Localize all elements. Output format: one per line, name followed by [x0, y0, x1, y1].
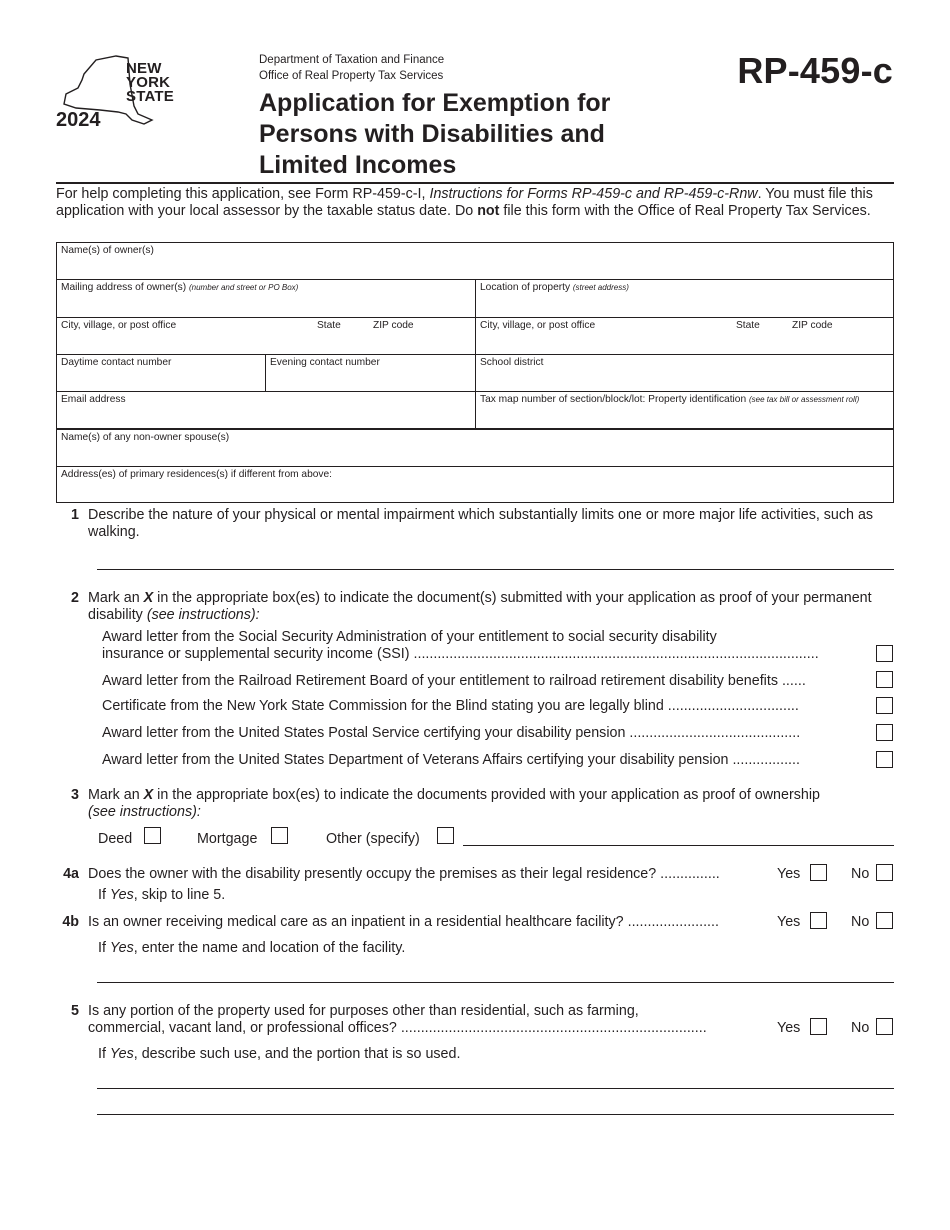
logo-line-york: YORK — [126, 74, 171, 91]
other-specify-line[interactable] — [463, 845, 894, 846]
header-divider — [56, 182, 894, 184]
q1-number: 1 — [71, 507, 79, 523]
title-line-3: Limited Incomes — [259, 151, 457, 179]
logo-line-new: NEW — [126, 60, 162, 77]
q5-note: If Yes, describe such use, and the portion that is so used. — [98, 1046, 461, 1062]
evening-phone-field[interactable]: Evening contact number — [266, 355, 476, 392]
doc-railroad-award-letter: Award letter from the Railroad Retirement Board of your entitlement to railroad retirement disability benefits ...... — [102, 673, 806, 689]
q4b-yes-checkbox[interactable] — [810, 912, 827, 929]
q4a-no-label: No — [851, 866, 870, 882]
q2-text: Mark an X in the appropriate box(es) to indicate the document(s) submitted with your application as proof of your permanent disability (see instructions): — [88, 590, 872, 623]
nys-logo — [56, 54, 186, 132]
mortgage-checkbox[interactable] — [271, 827, 288, 844]
doc-blind-commission-certificate: Certificate from the New York State Commission for the Blind stating you are legally blind ................................. — [102, 698, 799, 714]
q1-answer-line[interactable] — [97, 569, 894, 570]
email-field[interactable]: Email address — [57, 392, 476, 430]
railroad-award-checkbox[interactable] — [876, 671, 893, 688]
mailing-address-field[interactable]: Mailing address of owner(s) (number and street or PO Box) — [57, 280, 476, 318]
q5-use-line-1[interactable] — [97, 1088, 894, 1089]
q4b-note: If Yes, enter the name and location of the facility. — [98, 940, 406, 956]
q3-number: 3 — [71, 787, 79, 803]
q4b-no-checkbox[interactable] — [876, 912, 893, 929]
doc-postal-service-award-letter: Award letter from the United States Postal Service certifying your disability pension ........................................... — [102, 725, 801, 741]
form-year: 2024 — [56, 109, 101, 131]
q4a-note: If Yes, skip to line 5. — [98, 887, 226, 903]
q5-yes-checkbox[interactable] — [810, 1018, 827, 1035]
primary-residence-field[interactable]: Address(es) of primary residences(s) if different from above: — [61, 469, 333, 480]
q5-no-label: No — [851, 1020, 870, 1036]
q4a-yes-label: Yes — [777, 866, 801, 882]
deed-checkbox[interactable] — [144, 827, 161, 844]
logo-wordmark — [126, 62, 174, 104]
ssa-award-checkbox[interactable] — [876, 645, 893, 662]
doc-ssa-award-letter: Award letter from the Social Security Administration of your entitlement to social security disability insurance or supplemental security income (SSI) ...................................................................................................... — [102, 629, 819, 662]
q1-text: Describe the nature of your physical or mental impairment which substantially limits one or more major life activities, such as walking. — [88, 507, 874, 540]
property-city-state-zip-field[interactable]: City, village, or post office State ZIP code — [476, 318, 893, 355]
q4a-no-checkbox[interactable] — [876, 864, 893, 881]
title-line-1: Application for Exemption for — [259, 89, 611, 117]
tax-map-field[interactable]: Tax map number of section/block/lot: Property identification (see tax bill or assessment roll) — [476, 392, 893, 430]
postal-award-checkbox[interactable] — [876, 724, 893, 741]
q4b-facility-line[interactable] — [97, 982, 894, 983]
veterans-award-checkbox[interactable] — [876, 751, 893, 768]
owner-names-field[interactable]: Name(s) of owner(s) — [57, 243, 893, 280]
daytime-phone-field[interactable]: Daytime contact number — [57, 355, 266, 392]
q4b-number: 4b — [62, 914, 79, 930]
deed-label: Deed — [98, 831, 133, 847]
title-line-2: Persons with Disabilities and — [259, 120, 605, 148]
department-name: Department of Taxation and Finance — [259, 54, 445, 66]
office-name: Office of Real Property Tax Services — [259, 69, 444, 82]
q4b-no-label: No — [851, 914, 870, 930]
doc-veterans-affairs-award-letter: Award letter from the United States Department of Veterans Affairs certifying your disability pension ................. — [102, 752, 800, 768]
q2-number: 2 — [71, 590, 79, 606]
q4a-text: Does the owner with the disability presently occupy the premises as their legal residence? ............... — [88, 866, 720, 882]
q4b-text: Is an owner receiving medical care as an inpatient in a residential healthcare facility? ....................... — [88, 914, 719, 930]
q3-text: Mark an X in the appropriate box(es) to indicate the documents provided with your application as proof of ownership (see instructions): — [88, 787, 820, 820]
q4a-yes-checkbox[interactable] — [810, 864, 827, 881]
intro-paragraph: For help completing this application, see Form RP-459-c-I, Instructions for Forms RP-459-c and RP-459-c-Rnw. You must file this application with your local assessor by the taxable status date. Do not file this form with the Office of Real Property Tax Services. — [56, 186, 873, 219]
non-owner-spouse-field[interactable]: Name(s) of any non-owner spouse(s) — [57, 430, 893, 467]
form-title — [259, 88, 699, 181]
mailing-city-state-zip-field[interactable]: City, village, or post office State ZIP code — [57, 318, 476, 355]
other-checkbox[interactable] — [437, 827, 454, 844]
other-label: Other (specify) — [326, 831, 420, 847]
q5-use-line-2[interactable] — [97, 1114, 894, 1115]
logo-line-state: STATE — [126, 88, 174, 105]
agency-block — [259, 53, 444, 84]
school-district-field[interactable]: School district — [476, 355, 893, 392]
q4a-number: 4a — [63, 866, 79, 882]
mortgage-label: Mortgage — [197, 831, 258, 847]
blind-certificate-checkbox[interactable] — [876, 697, 893, 714]
q4b-yes-label: Yes — [777, 914, 801, 930]
q5-number: 5 — [71, 1003, 79, 1019]
property-location-field[interactable]: Location of property (street address) — [476, 280, 893, 318]
q5-no-checkbox[interactable] — [876, 1018, 893, 1035]
form-number: RP-459-c — [737, 50, 893, 91]
owner-info-grid — [56, 242, 894, 503]
q5-yes-label: Yes — [777, 1020, 801, 1036]
q5-text: Is any portion of the property used for purposes other than residential, such as farming, commercial, vacant land, or professional offices? ............................................................................. — [88, 1003, 707, 1036]
